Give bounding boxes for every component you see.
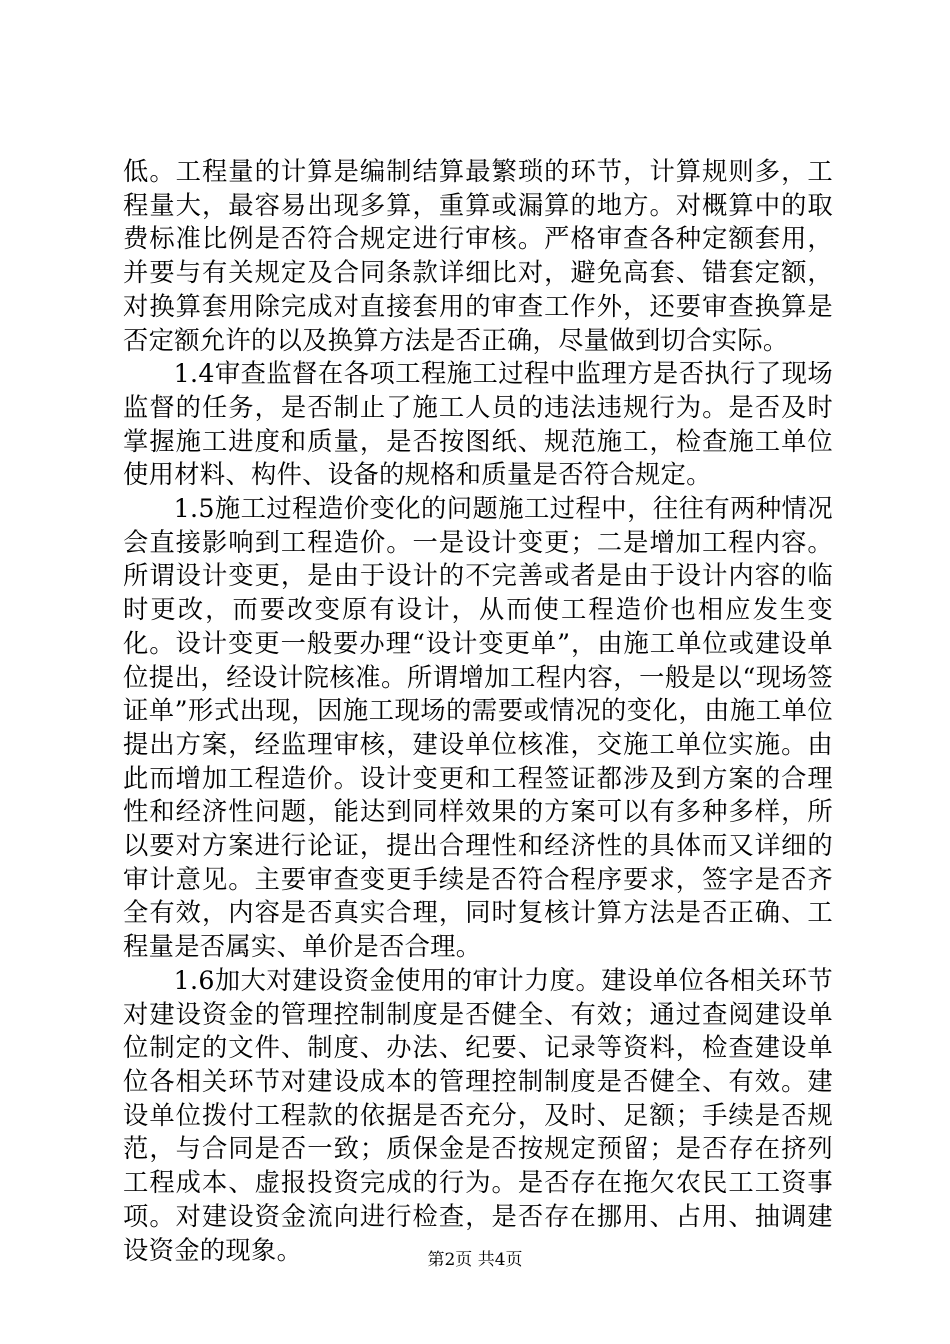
paragraph-section-1-4: 1.4审查监督在各项工程施工过程中监理方是否执行了现场监督的任务，是否制止了施工人员的违法违规行为。是否及时掌握施工进度和质量，是否按图纸、规范施工，检查施工单位使用材料、构件、设备的规格和质量是否符合规定。: [123, 359, 833, 490]
paragraph-continuation: 低。工程量的计算是编制结算最繁琐的环节，计算规则多，工程量大，最容易出现多算，重算或漏算的地方。对概算中的取费标准比例是否符合规定进行审核。严格审查各种定额套用，并要与有关规定及合同条款详细比对，避免高套、错套定额，对换算套用除完成对直接套用的审查工作外，还要审查换算是否定额允许的以及换算方法是否正确，尽量做到切合实际。: [123, 157, 833, 355]
paragraph-section-1-6: 1.6加大对建设资金使用的审计力度。建设单位各相关环节对建设资金的管理控制制度是否健全、有效；通过查阅建设单位制定的文件、制度、办法、纪要、记录等资料，检查建设单位各相关环节对建设成本的管理控制制度是否健全、有效。建设单位拨付工程款的依据是否充分，及时、足额；手续是否规范，与合同是否一致；质保金是否按规定预留；是否存在挤列工程成本、虚报投资完成的行为。是否存在拖欠农民工工资事项。对建设资金流向进行检查，是否存在挪用、占用、抽调建设资金的现象。: [123, 965, 833, 1265]
page-number-footer: 第2页 共4页: [427, 1250, 523, 1270]
paragraph-section-1-5: 1.5施工过程造价变化的问题施工过程中，往往有两种情况会直接影响到工程造价。一是设计变更；二是增加工程内容。所谓设计变更，是由于设计的不完善或者是由于设计内容的临时更改，而要改变原有设计，从而使工程造价也相应发生变化。设计变更一般要办理“设计变更单”，由施工单位或建设单位提出，经设计院核准。所谓增加工程内容，一般是以“现场签证单”形式出现，因施工现场的需要或情况的变化，由施工单位提出方案，经监理审核，建设单位核准，交施工单位实施。由此而增加工程造价。设计变更和工程签证都涉及到方案的合理性和经济性问题，能达到同样效果的方案可以有多种多样，所以要对方案进行论证，提出合理性和经济性的具体而又详细的审计意见。主要审查变更手续是否符合程序要求，签字是否齐全有效，内容是否真实合理，同时复核计算方法是否正确、工程量是否属实、单价是否合理。: [123, 494, 833, 962]
document-body: [123, 155, 833, 1267]
